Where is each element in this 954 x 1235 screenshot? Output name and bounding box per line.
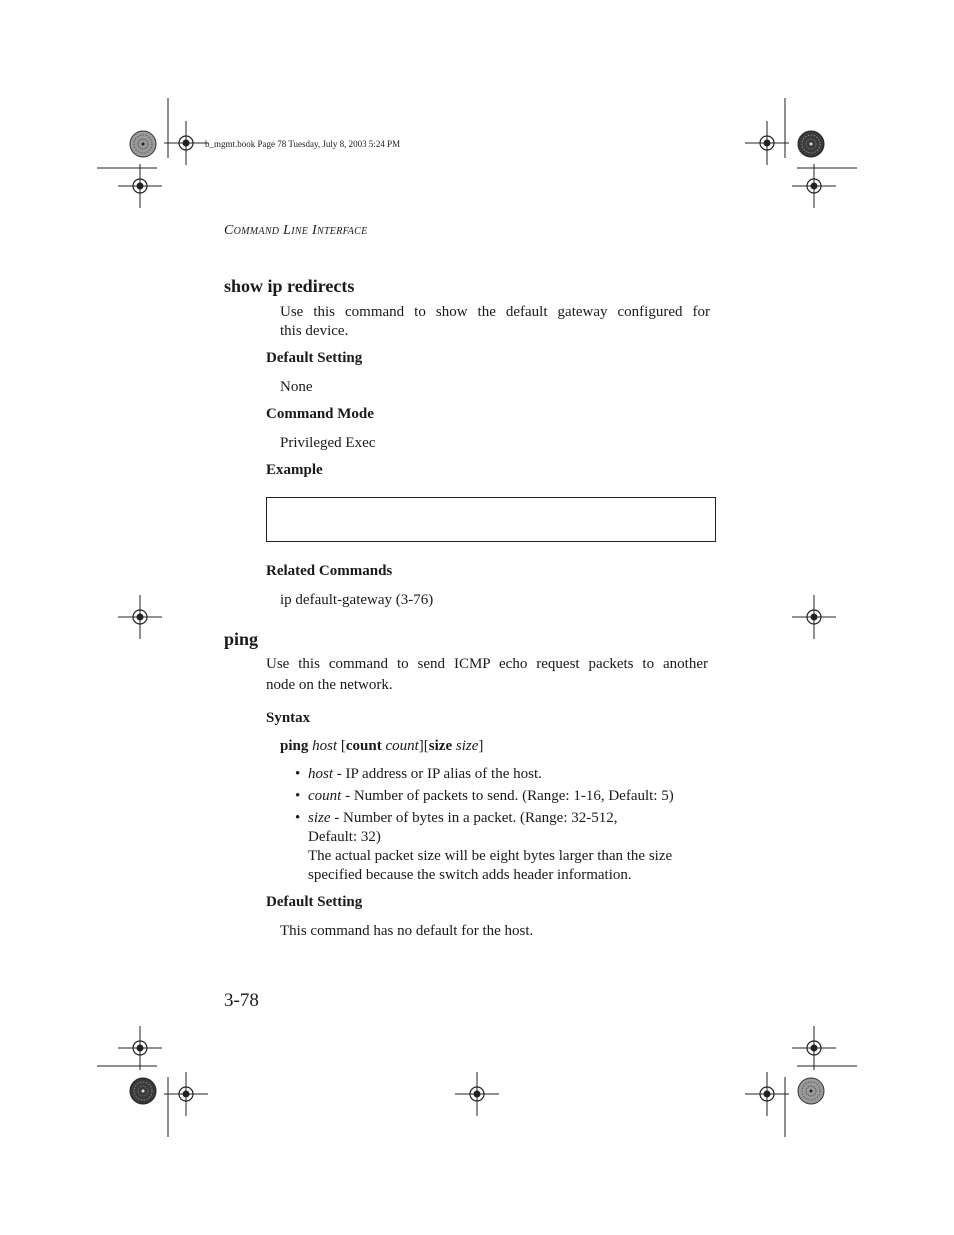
- registration-mark-icon: [118, 164, 162, 208]
- description-line: Use this command to show the default gateway configured for: [280, 304, 710, 320]
- section-title: ping: [224, 629, 259, 649]
- param-desc: - Number of bytes in a packet. (Range: 32-512,: [330, 810, 618, 826]
- default-setting-value: This command has no default for the host.: [280, 923, 534, 939]
- registration-mark-icon: [792, 1026, 836, 1070]
- registration-mark-icon: [118, 1026, 162, 1070]
- color-bar-icon: [130, 131, 156, 157]
- command-mode-value: Privileged Exec: [280, 435, 376, 451]
- color-bar-icon: [130, 1078, 156, 1104]
- registration-mark-icon: [118, 595, 162, 639]
- syntax-arg: count: [385, 738, 419, 754]
- subheading: Default Setting: [266, 894, 363, 910]
- section-title: show ip redirects: [224, 276, 355, 296]
- example-box: [266, 497, 716, 542]
- page-number: 3-78: [224, 990, 259, 1011]
- registration-mark-icon: [745, 1072, 789, 1116]
- color-bar-icon: [798, 1078, 824, 1104]
- color-bar-icon: [798, 131, 824, 157]
- param-desc: - Number of packets to send. (Range: 1-16, Default: 5): [341, 788, 674, 804]
- description-line: Use this command to send ICMP echo request packets to another: [266, 656, 708, 672]
- syntax-keyword: count: [345, 738, 382, 754]
- subheading: Default Setting: [266, 350, 363, 366]
- param-name: host: [308, 766, 334, 782]
- registration-mark-icon: [745, 121, 789, 165]
- param-desc: - IP address or IP alias of the host.: [333, 766, 542, 782]
- bullet-icon: •: [295, 788, 301, 804]
- print-header: b_mgmt.book Page 78 Tuesday, July 8, 2003 5:24 PM: [205, 139, 401, 149]
- syntax-arg: host: [312, 738, 338, 754]
- subheading: Related Commands: [266, 563, 393, 579]
- param-name: size: [308, 810, 331, 826]
- default-setting-value: None: [280, 379, 313, 395]
- registration-mark-icon: [164, 1072, 208, 1116]
- syntax-arg: size: [455, 738, 479, 754]
- bullet-icon: •: [295, 810, 301, 826]
- syntax-command: ping: [280, 738, 309, 754]
- param-desc: Default: 32): [308, 829, 381, 845]
- description-line: node on the network.: [266, 677, 393, 693]
- running-head: Command Line Interface: [224, 223, 368, 238]
- registration-mark-icon: [792, 164, 836, 208]
- subheading: Example: [266, 462, 323, 478]
- related-command: ip default-gateway (3-76): [280, 592, 434, 608]
- bullet-icon: •: [295, 766, 301, 782]
- registration-mark-icon: [792, 595, 836, 639]
- syntax-line: ping host [count count][size size]: [280, 738, 484, 754]
- description-line: this device.: [280, 323, 349, 339]
- subheading: Syntax: [266, 710, 311, 726]
- param-name: count: [308, 788, 342, 804]
- param-desc: specified because the switch adds header information.: [308, 867, 632, 883]
- registration-mark-icon: [455, 1072, 499, 1116]
- param-desc: The actual packet size will be eight bytes larger than the size: [308, 848, 673, 864]
- syntax-keyword: size: [428, 738, 453, 754]
- subheading: Command Mode: [266, 406, 374, 422]
- registration-mark-icon: [164, 121, 208, 165]
